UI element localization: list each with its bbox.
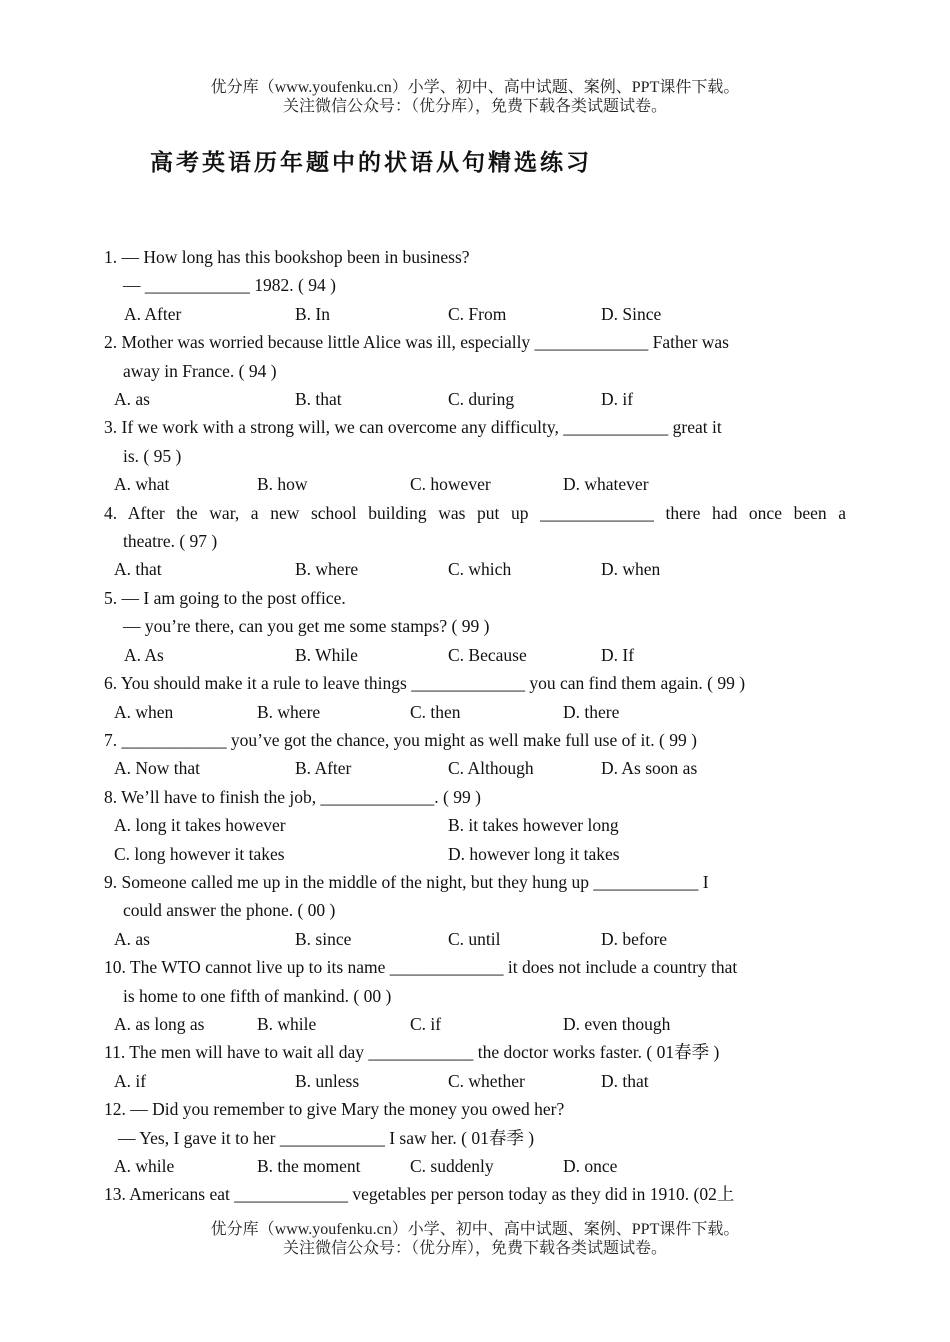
question-stem: 6. You should make it a rule to leave things _____________ you can find them again. ( 99 ) <box>104 673 746 694</box>
option-d: D. If <box>601 644 635 665</box>
option-c: C. if <box>410 1013 442 1034</box>
option-b: B. the moment <box>257 1156 361 1176</box>
option-a: A. while <box>114 1156 175 1176</box>
answer-options <box>104 698 846 726</box>
page-header <box>0 78 950 116</box>
option-d: D. once <box>563 1156 618 1176</box>
option-a: A. After <box>124 303 182 324</box>
option-c: C. then <box>410 701 461 722</box>
option-b: B. how <box>257 474 308 495</box>
option-c: C. until <box>448 928 501 949</box>
question-stem: 9. Someone called me up in the middle of the night, but they hung up ____________ I <box>104 871 709 892</box>
footer-line-2: 关注微信公众号：（优分库），免费下载各类试题试卷。 <box>282 1240 667 1257</box>
option-b: B. that <box>295 389 342 410</box>
answer-options <box>104 470 846 498</box>
question-stem-continued: could answer the phone. ( 00 ) <box>123 900 336 921</box>
option-d: D. however long it takes <box>448 843 620 864</box>
question-stem-continued: is. ( 95 ) <box>123 445 182 466</box>
option-d: D. if <box>601 389 634 410</box>
question-stem: 11. The men will have to wait all day ____________ the doctor works faster. ( 01春季 ) <box>104 1042 720 1063</box>
option-c: C. which <box>448 559 512 580</box>
question-stem: 1. — How long has this bookshop been in business? <box>104 247 470 267</box>
question-9 <box>104 868 846 953</box>
document-title: 高考英语历年题中的状语从句精选练习 <box>150 150 592 176</box>
question-stem: 10. The WTO cannot live up to its name _____________ it does not include a country that <box>104 957 738 978</box>
option-b: B. where <box>295 559 359 580</box>
question-2 <box>104 328 846 413</box>
option-b: B. After <box>295 758 352 779</box>
option-a: A. when <box>114 701 174 722</box>
question-13 <box>104 1180 846 1208</box>
question-stem: 7. ____________ you’ve got the chance, you might as well make full use of it. ( 99 ) <box>104 729 697 750</box>
answer-options <box>104 1010 846 1038</box>
answer-options <box>104 754 846 782</box>
option-b: B. since <box>295 928 352 949</box>
question-stem: 12. — Did you remember to give Mary the money you owed her? <box>104 1099 565 1120</box>
question-stem: 5. — I am going to the post office. <box>104 587 346 608</box>
question-12 <box>104 1095 846 1180</box>
option-b: B. while <box>257 1013 317 1034</box>
question-7 <box>104 726 846 783</box>
answer-options <box>104 1152 846 1180</box>
option-c: C. suddenly <box>410 1156 494 1176</box>
answer-options <box>104 300 846 328</box>
option-b: B. In <box>295 303 330 324</box>
option-a: A. as long as <box>114 1013 205 1034</box>
option-b: B. where <box>257 701 321 722</box>
footer-line-1: 优分库（www.youfenku.cn）小学、初中、高中试题、案例、PPT课件下载。 <box>210 1221 740 1238</box>
option-c: C. long however it takes <box>114 843 285 864</box>
question-stem: 3. If we work with a strong will, we can overcome any difficulty, ____________ great it <box>104 417 722 438</box>
option-c: C. From <box>448 303 507 324</box>
option-d: D. that <box>601 1070 649 1091</box>
question-5 <box>104 584 846 669</box>
option-a: A. as <box>114 928 150 949</box>
option-c: C. Because <box>448 644 527 665</box>
question-stem-continued: — ____________ 1982. ( 94 ) <box>123 275 336 296</box>
answer-options <box>104 555 846 583</box>
header-line-1: 优分库（www.youfenku.cn）小学、初中、高中试题、案例、PPT课件下载。 <box>210 79 740 96</box>
answer-options <box>104 385 846 413</box>
option-d: D. Since <box>601 303 662 324</box>
option-c: C. during <box>448 389 515 410</box>
page-footer <box>0 1220 950 1258</box>
question-stem-continued: — Yes, I gave it to her ____________ I saw her. ( 01春季 ) <box>118 1127 535 1148</box>
option-d: D. even though <box>563 1013 671 1034</box>
question-11 <box>104 1038 846 1095</box>
option-b: B. While <box>295 644 358 665</box>
answer-options <box>104 1067 846 1095</box>
question-10 <box>104 953 846 1038</box>
question-stem-continued: is home to one fifth of mankind. ( 00 ) <box>123 985 392 1006</box>
question-stem: 2. Mother was worried because little Alice was ill, especially _____________ Father was <box>104 332 729 353</box>
option-d: D. As soon as <box>601 758 698 779</box>
option-a: A. as <box>114 389 150 410</box>
option-a: A. if <box>114 1070 147 1091</box>
option-b: B. it takes however long <box>448 815 619 836</box>
question-6 <box>104 669 846 726</box>
question-stem-continued: — you’re there, can you get me some stamps? ( 99 ) <box>123 616 490 637</box>
question-stem-continued: away in France. ( 94 ) <box>123 360 277 381</box>
question-1 <box>104 243 846 328</box>
option-a: A. As <box>124 644 164 665</box>
option-a: A. long it takes however <box>114 815 286 836</box>
answer-options <box>104 641 846 669</box>
option-d: D. when <box>601 559 661 580</box>
option-b: B. unless <box>295 1070 360 1091</box>
option-a: A. Now that <box>114 758 201 779</box>
question-8 <box>104 783 846 868</box>
option-d: D. before <box>601 928 668 949</box>
option-a: A. that <box>114 559 162 580</box>
question-stem-continued: theatre. ( 97 ) <box>123 531 218 552</box>
answer-options-row-2 <box>104 840 846 868</box>
header-line-2: 关注微信公众号：（优分库），免费下载各类试题试卷。 <box>282 98 667 115</box>
question-list <box>104 243 846 1209</box>
question-stem: 13. Americans eat _____________ vegetables per person today as they did in 1910. (02上 <box>104 1184 735 1205</box>
answer-options-row-1 <box>104 811 846 839</box>
question-stem: 4. After the war, a new school building was put up _____________ there had once been a <box>104 502 846 523</box>
option-a: A. what <box>114 474 170 495</box>
option-d: D. there <box>563 701 620 722</box>
option-c: C. whether <box>448 1070 525 1091</box>
option-c: C. however <box>410 474 491 495</box>
question-3 <box>104 413 846 498</box>
option-c: C. Although <box>448 758 534 779</box>
option-d: D. whatever <box>563 474 649 495</box>
answer-options <box>104 925 846 953</box>
question-stem: 8. We’ll have to finish the job, _____________. ( 99 ) <box>104 786 481 807</box>
question-4 <box>104 499 846 584</box>
